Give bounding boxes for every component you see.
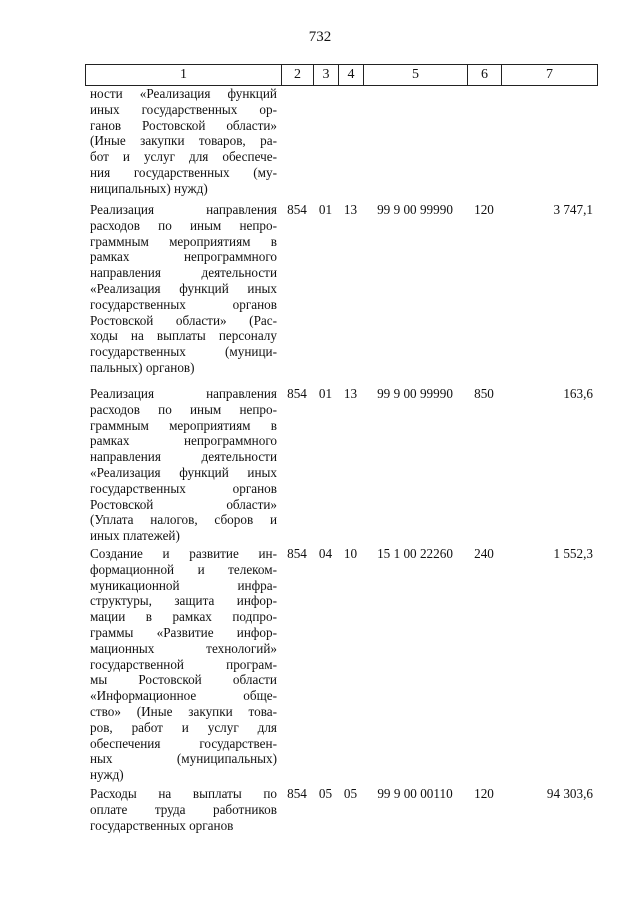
cell-c2: 854 [287,786,307,801]
cell-c5: 99 9 00 00110 [377,786,453,801]
description-line: ниципальных) нужд) [90,180,208,196]
column-header-5: 5 [364,65,468,85]
cell-c6: 240 [474,546,494,561]
table-header [85,64,598,86]
cell-c4: 10 [343,546,358,561]
row-description [85,86,281,197]
description-line: бот и услуг для обеспече- [90,149,277,165]
cell-c4: 05 [343,786,358,801]
description-line: государственных (муници- [90,344,277,360]
table-row [85,86,596,197]
description-line: мации в рамках подпро- [90,609,277,625]
description-line: государственной програм- [90,656,277,672]
description-line: ганов Ростовской области» [90,117,277,133]
cell-c3: 01 [318,386,333,401]
description-line: расходов по иным непро- [90,401,277,417]
cell-c4 [338,86,363,197]
description-line: ных (муниципальных) [90,751,277,767]
description-line: граммы «Развитие инфор- [90,624,277,640]
description-line: государственных органов [90,296,277,312]
description-line: «Информационное обще- [90,688,277,704]
description-line: государственных органов [90,480,277,496]
description-line: мационных технологий» [90,640,277,656]
column-header-3: 3 [314,65,339,85]
description-line: оплате труда работников [90,801,277,817]
description-line: нужд) [90,767,124,783]
cell-c3: 05 [318,786,333,801]
description-line: формационной и телеком- [90,561,277,577]
description-line: Ростовской области» [90,496,277,512]
description-line: Создание и развитие ин- [90,546,277,561]
row-description [85,386,281,544]
cell-c4: 13 [343,202,358,217]
column-header-7: 7 [546,67,553,82]
description-line: обеспечения государствен- [90,735,277,751]
table-row [85,786,596,833]
description-line: муникационной инфра- [90,577,277,593]
description-line: Ростовской области» (Рас- [90,312,277,328]
cell-c2: 854 [287,386,307,401]
cell-c6: 850 [474,386,494,401]
column-header-1: 1 [86,65,282,85]
cell-c3: 04 [318,546,333,561]
column-header-4: 4 [339,65,364,85]
column-header-2: 2 [282,65,314,85]
cell-c3 [313,86,338,197]
cell-c7: 1 552,3 [553,546,593,561]
description-line: граммным мероприятиям в [90,233,277,249]
description-line: (Уплата налогов, сборов и [90,512,277,528]
description-line: Реализация направления [90,202,277,217]
description-line: направления деятельности [90,449,277,465]
description-line: «Реализация функций иных [90,280,277,296]
description-line: Расходы на выплаты по [90,786,277,801]
description-line: ров, работ и услуг для [90,719,277,735]
cell-c3: 01 [318,202,333,217]
cell-c7: 3 747,1 [553,202,593,217]
description-line: направления деятельности [90,265,277,281]
cell-c5: 99 9 00 99990 [377,386,453,401]
table-row [85,386,596,544]
description-line: «Реализация функций иных [90,464,277,480]
page-number: 732 [308,29,332,45]
cell-c4: 13 [343,386,358,401]
description-line: мы Ростовской области [90,672,277,688]
description-line: (Иные закупки товаров, ра- [90,133,277,149]
description-line: пальных) органов) [90,359,195,375]
description-line: государственных органов [90,817,234,833]
cell-c6: 120 [474,786,494,801]
table-row [85,546,596,783]
cell-c5: 99 9 00 99990 [377,202,453,217]
description-line: рамках непрограммного [90,433,277,449]
description-line: граммным мероприятиям в [90,417,277,433]
description-line: ство» (Иные закупки това- [90,703,277,719]
cell-c7 [501,86,596,197]
cell-c2: 854 [287,546,307,561]
cell-c5 [363,86,467,197]
description-line: иных платежей) [90,528,180,544]
description-line: ности «Реализация функций [90,86,277,101]
table-row [85,202,596,376]
cell-c6: 120 [474,202,494,217]
row-description [85,202,281,376]
description-line: иных государственных ор- [90,101,277,117]
description-line: расходов по иным непро- [90,217,277,233]
row-description [85,786,281,833]
description-line: рамках непрограммного [90,249,277,265]
description-line: ния государственных (му- [90,164,277,180]
description-line: ходы на выплаты персоналу [90,328,277,344]
description-line: структуры, защита инфор- [90,593,277,609]
cell-c2 [281,86,313,197]
description-line: Реализация направления [90,386,277,401]
row-description [85,546,281,783]
cell-c5: 15 1 00 22260 [377,546,453,561]
cell-c2: 854 [287,202,307,217]
cell-c7: 94 303,6 [546,786,593,801]
cell-c6 [467,86,501,197]
column-header-6: 6 [468,65,502,85]
cell-c7: 163,6 [563,386,593,401]
